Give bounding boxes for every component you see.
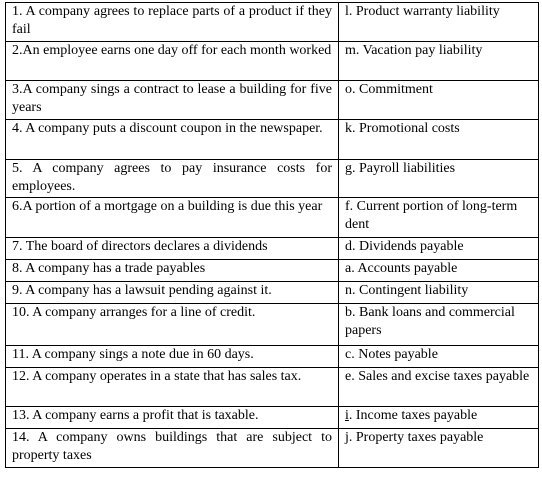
table-row	[6, 120, 539, 160]
table-row	[6, 238, 539, 260]
liability-cell: j. Property taxes payable	[339, 429, 539, 468]
liability-cell: d. Dividends payable	[339, 238, 539, 260]
liability-cell: l. Product warranty liability	[339, 3, 539, 42]
liability-cell: k. Promotional costs	[339, 120, 539, 160]
scenario-cell: 10. A company arranges for a line of credit.	[6, 304, 339, 346]
scenario-cell: 5. A company agrees to pay insurance costs for employees.	[6, 160, 339, 198]
liability-cell: a. Accounts payable	[339, 260, 539, 282]
scenario-cell: 1. A company agrees to replace parts of a product if they fail	[6, 3, 339, 42]
scenario-cell: 11. A company sings a note due in 60 days.	[6, 346, 339, 368]
scenario-cell: 4. A company puts a discount coupon in the newspaper.	[6, 120, 339, 160]
liability-text: . Income taxes payable	[348, 408, 478, 423]
liability-cell: g. Payroll liabilities	[339, 160, 539, 198]
table-row	[6, 160, 539, 198]
table-row	[6, 282, 539, 304]
table-row	[6, 3, 539, 42]
liability-cell	[339, 407, 539, 429]
scenario-cell: 8. A company has a trade payables	[6, 260, 339, 282]
liability-cell: m. Vacation pay liability	[339, 42, 539, 81]
document-page	[5, 2, 538, 468]
scenario-cell: 2.An employee earns one day off for each month worked	[6, 42, 339, 81]
scenario-cell: 9. A company has a lawsuit pending against it.	[6, 282, 339, 304]
liability-cell: c. Notes payable	[339, 346, 539, 368]
table-row	[6, 368, 539, 407]
liability-cell: b. Bank loans and commercial papers	[339, 304, 539, 346]
scenario-cell: 6.A portion of a mortgage on a building is due this year	[6, 198, 339, 238]
liability-letter: i	[345, 408, 349, 423]
scenario-cell: 7. The board of directors declares a dividends	[6, 238, 339, 260]
liability-cell: f. Current portion of long-term dent	[339, 198, 539, 238]
matching-table	[5, 2, 539, 468]
table-row	[6, 346, 539, 368]
table-row	[6, 304, 539, 346]
table-row	[6, 407, 539, 429]
liability-cell: o. Commitment	[339, 81, 539, 120]
table-row	[6, 81, 539, 120]
table-row	[6, 42, 539, 81]
scenario-cell: 3.A company sings a contract to lease a building for five years	[6, 81, 339, 120]
scenario-cell: 12. A company operates in a state that has sales tax.	[6, 368, 339, 407]
table-row	[6, 260, 539, 282]
scenario-cell: 13. A company earns a profit that is taxable.	[6, 407, 339, 429]
liability-cell: n. Contingent liability	[339, 282, 539, 304]
scenario-cell: 14. A company owns buildings that are subject to property taxes	[6, 429, 339, 468]
liability-cell: e. Sales and excise taxes payable	[339, 368, 539, 407]
table-row	[6, 429, 539, 468]
table-row	[6, 198, 539, 238]
